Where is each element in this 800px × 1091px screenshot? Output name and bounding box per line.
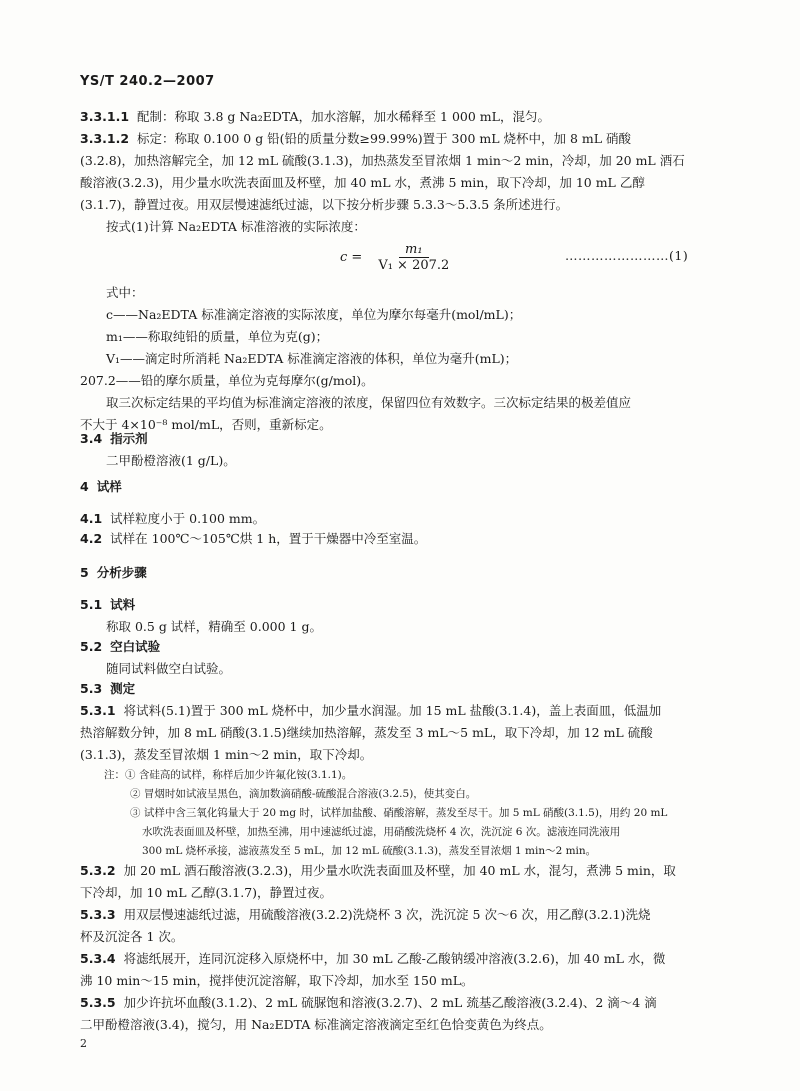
note-3: ③ 试样中含三氧化钨量大于 20 mg 时，试样加盐酸、硝酸溶解，蒸发至尽干。加 5 mL 硝酸(3.1.5)，用约 20 mL — [130, 807, 668, 819]
clause-line: 加少许抗坏血酸(3.1.2)、2 mL 硫脲饱和溶液(3.2.7)、2 mL 巯基乙酸溶液(3.2.4)、2 滴～4 滴 — [123, 995, 657, 1010]
page-number: 2 — [80, 1037, 87, 1050]
clause-5-3-3 — [80, 904, 730, 948]
where-intro: 式中： — [106, 285, 144, 300]
notes — [104, 766, 730, 861]
section-number: 3.4 — [80, 431, 103, 446]
average-paragraph-line: 不大于 4×10⁻⁸ mol/mL，否则，重新标定。 — [80, 417, 332, 432]
section-5-1 — [80, 594, 730, 638]
note-3-cont: 水吹洗表面皿及杯壁，加热至沸，用中速滤纸过滤，用硝酸洗烧杯 4 次，洗沉淀 6 次。滤液连同洗液用 — [142, 826, 621, 838]
section-number: 5.2 — [80, 639, 103, 654]
clause-4-2 — [80, 528, 730, 550]
clause-line: (3.2.8)，加热溶解完全，加 12 mL 硫酸(3.1.3)，加热蒸发至冒浓烟 1 min～2 min，冷却，加 20 mL 酒石 — [80, 153, 685, 168]
clause-line: 沸 10 min～15 min，搅拌使沉淀溶解，取下冷却，加水至 150 mL。 — [80, 973, 474, 988]
section-4 — [80, 476, 730, 498]
section-title: 试样 — [96, 479, 122, 494]
section-title: 指示剂 — [110, 431, 148, 446]
section-text: 二甲酚橙溶液(1 g/L)。 — [106, 453, 236, 468]
clause-line: 杯及沉淀各 1 次。 — [80, 929, 184, 944]
clause-line: 将试料(5.1)置于 300 mL 烧杯中，加少量水润湿。加 15 mL 盐酸(3.1.4)，盖上表面皿，低温加 — [123, 703, 662, 718]
clause-4-1 — [80, 508, 730, 530]
formula-lhs: c = — [340, 250, 363, 265]
section-number: 5.1 — [80, 597, 103, 612]
clause-line: 热溶解数分钟，加 8 mL 硝酸(3.1.5)继续加热溶解，蒸发至 3 mL～5 mL，取下冷却，加 12 mL 硫酸 — [80, 725, 653, 740]
section-5-3 — [80, 678, 730, 700]
section-text: 随同试料做空白试验。 — [106, 661, 232, 676]
formula-denominator: V₁ × 207.2 — [378, 258, 450, 273]
note-3-cont: 300 mL 烧杯承接，滤液蒸发至 5 mL，加 12 mL 硫酸(3.1.3)，蒸发至冒浓烟 1 min～2 min。 — [142, 845, 597, 857]
clause-text: 试样在 100℃～105℃烘 1 h，置于干燥器中冷至室温。 — [110, 531, 427, 546]
definition-m1: m₁——称取纯铅的质量，单位为克(g)； — [106, 329, 329, 344]
clause-number: 5.3.4 — [80, 951, 116, 966]
clause-number: 3.3.1.2 — [80, 131, 130, 146]
clause-text: 配制：称取 3.8 g Na₂EDTA，加水溶解，加水稀释至 1 000 mL，混匀。 — [137, 109, 550, 124]
clause-line: (3.1.7)，静置过夜。用双层慢速滤纸过滤，以下按分析步骤 5.3.3～5.3.5 条所述进行。 — [80, 197, 569, 212]
formula-numerator: m₁ — [399, 242, 429, 258]
section-title: 分析步骤 — [96, 565, 147, 580]
clause-number: 3.3.1.1 — [80, 109, 130, 124]
formula-fraction — [372, 242, 455, 273]
formula-intro: 按式(1)计算 Na₂EDTA 标准溶液的实际浓度： — [106, 219, 366, 234]
formula-1 — [340, 242, 455, 273]
formula-number: ……………………(1) — [565, 248, 689, 263]
clause-line: (3.1.3)，蒸发至冒浓烟 1 min～2 min，取下冷却。 — [80, 747, 373, 762]
clause-number: 4.1 — [80, 511, 103, 526]
clause-text: 试样粒度小于 0.100 mm。 — [110, 511, 266, 526]
note-1: 注：① 含硅高的试样，称样后加少许氟化铵(3.1.1)。 — [104, 769, 353, 781]
definition-c: c——Na₂EDTA 标准滴定溶液的实际浓度，单位为摩尔每毫升(mol/mL)； — [106, 307, 522, 322]
clause-number: 4.2 — [80, 531, 103, 546]
section-5 — [80, 562, 730, 584]
average-paragraph-line: 取三次标定结果的平均值为标准滴定溶液的浓度，保留四位有效数字。三次标定结果的极差值应 — [106, 395, 632, 410]
section-title: 空白试验 — [110, 639, 161, 654]
section-5-2 — [80, 636, 730, 680]
clause-number: 5.3.3 — [80, 907, 116, 922]
clause-number: 5.3.2 — [80, 863, 116, 878]
standard-code: YS/T 240.2—2007 — [80, 74, 215, 89]
clause-line: 下冷却，加 10 mL 乙醇(3.1.7)，静置过夜。 — [80, 885, 333, 900]
clause-5-3-2 — [80, 860, 730, 904]
section-text: 称取 0.5 g 试样，精确至 0.000 1 g。 — [106, 619, 322, 634]
section-number: 4 — [80, 479, 89, 494]
definition-v1: V₁——滴定时所消耗 Na₂EDTA 标准滴定溶液的体积，单位为毫升(mL)； — [106, 351, 518, 366]
clause-5-3-5 — [80, 992, 730, 1036]
clause-line: 标定：称取 0.100 0 g 铅(铅的质量分数≥99.99%)置于 300 mL 烧杯中，加 8 mL 硝酸 — [137, 131, 632, 146]
clause-number: 5.3.5 — [80, 995, 116, 1010]
clause-5-3-4 — [80, 948, 730, 992]
clause-line: 加 20 mL 酒石酸溶液(3.2.3)，用少量水吹洗表面皿及杯壁，加 40 mL 水，混匀，煮沸 5 min，取 — [123, 863, 676, 878]
clause-5-3-1 — [80, 700, 730, 766]
clause-3-3-1-1 — [80, 106, 730, 128]
clause-line: 将滤纸展开，连同沉淀移入原烧杯中，加 30 mL 乙酸-乙酸钠缓冲溶液(3.2.6)，加 40 mL 水，微 — [123, 951, 666, 966]
section-number: 5 — [80, 565, 89, 580]
section-title: 测定 — [110, 681, 136, 696]
definition-molar-mass: 207.2——铅的摩尔质量，单位为克每摩尔(g/mol)。 — [80, 373, 374, 388]
section-3-4 — [80, 428, 730, 472]
clause-line: 二甲酚橙溶液(3.4)，搅匀，用 Na₂EDTA 标准滴定溶液滴定至红色恰变黄色为终点。 — [80, 1017, 552, 1032]
clause-line: 酸溶液(3.2.3)，用少量水吹洗表面皿及杯壁，加 40 mL 水，煮沸 5 min，取下冷却，加 10 mL 乙醇 — [80, 175, 645, 190]
section-number: 5.3 — [80, 681, 103, 696]
section-title: 试料 — [110, 597, 136, 612]
clause-number: 5.3.1 — [80, 703, 116, 718]
clause-line: 用双层慢速滤纸过滤，用硫酸溶液(3.2.2)洗烧杯 3 次，洗沉淀 5 次～6 次，用乙醇(3.2.1)洗烧 — [123, 907, 651, 922]
clause-3-3-1-2 — [80, 128, 730, 238]
note-2: ② 冒烟时如试液呈黑色，滴加数滴硝酸-硫酸混合溶液(3.2.5)，使其变白。 — [130, 788, 477, 800]
variable-definitions — [80, 282, 730, 436]
